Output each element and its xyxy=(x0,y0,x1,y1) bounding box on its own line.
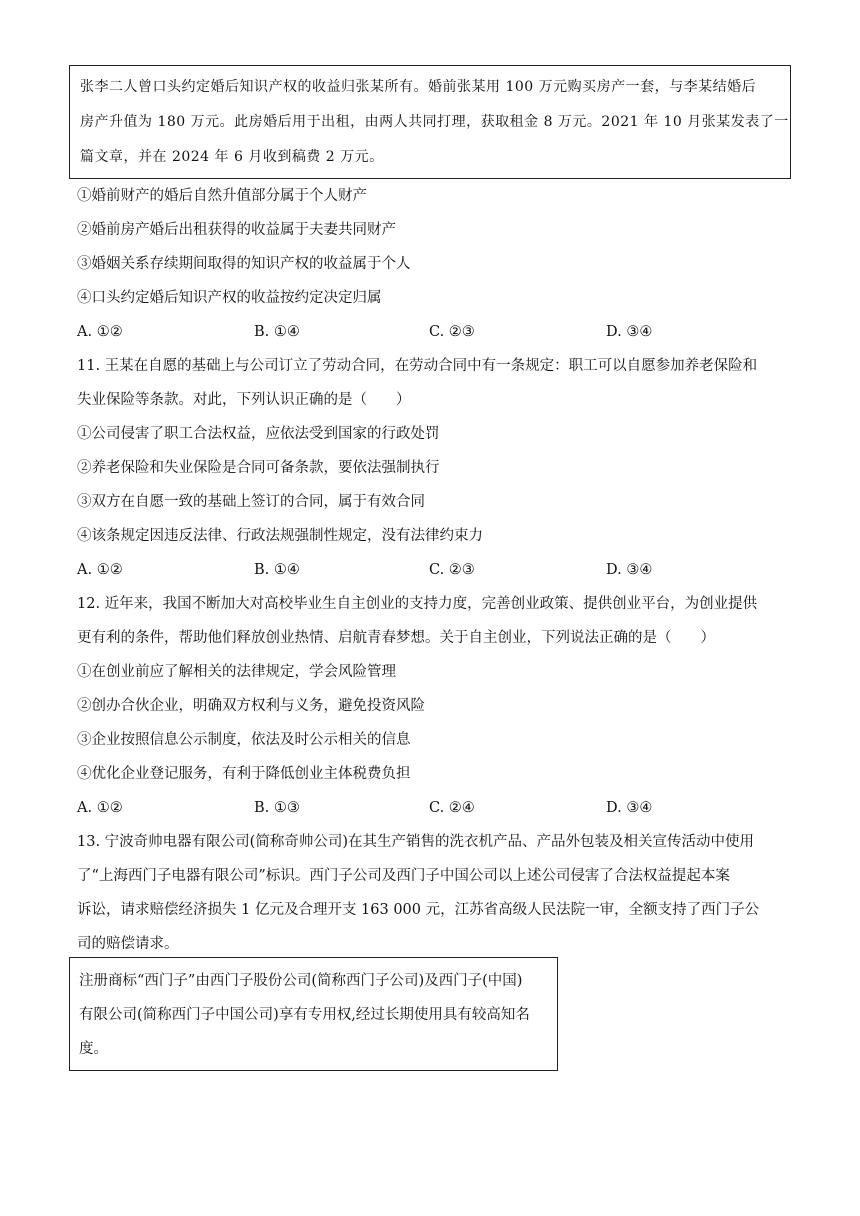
q12-option-c[interactable]: C. ②④ xyxy=(429,800,475,816)
q12-option-a[interactable]: A. ①② xyxy=(77,800,123,816)
q11-option-b[interactable]: B. ①④ xyxy=(254,562,300,578)
q12-stem-line-1: 12. 近年来，我国不断加大对高校毕业生自主创业的支持力度，完善创业政策、提供创业平台，为创业提供 xyxy=(77,596,758,612)
q11-statement-3: ③双方在自愿一致的基础上签订的合同，属于有效合同 xyxy=(77,494,425,510)
q13-stem-line-3: 诉讼，请求赔偿经济损失 1 亿元及合理开支 163 000 元，江苏省高级人民法院一审，全额支持了西门子公 xyxy=(77,902,760,918)
q13-stem-line-1: 13. 宁波奇帅电器有限公司(简称奇帅公司)在其生产销售的洗衣机产品、产品外包装及相关宣传活动中使用 xyxy=(77,834,754,850)
q12-statement-1: ①在创业前应了解相关的法律规定，学会风险管理 xyxy=(77,664,396,680)
q10-statement-1: ①婚前财产的婚后自然升值部分属于个人财产 xyxy=(77,188,367,204)
q11-statement-2: ②养老保险和失业保险是合同可备条款，要依法强制执行 xyxy=(77,460,440,476)
material-line: 张李二人曾口头约定婚后知识产权的收益归张某所有。婚前张某用 100 万元购买房产一套，与李某结婚后 xyxy=(80,79,757,95)
q12-stem-line-2: 更有利的条件，帮助他们释放创业热情、启航青春梦想。关于自主创业，下列说法正确的是（ ） xyxy=(77,630,715,646)
q13-stem-line-2: 了“上海西门子电器有限公司”标识。西门子公司及西门子中国公司以上述公司侵害了合法权益提起本案 xyxy=(77,868,730,884)
material-line: 篇文章，并在 2024 年 6 月收到稿费 2 万元。 xyxy=(80,149,384,165)
q11-statement-1: ①公司侵害了职工合法权益，应依法受到国家的行政处罚 xyxy=(77,426,440,442)
trademark-line: 度。 xyxy=(79,1041,108,1057)
q10-statement-4: ④口头约定婚后知识产权的收益按约定决定归属 xyxy=(77,290,382,306)
material-line: 房产升值为 180 万元。此房婚后用于出租，由两人共同打理，获取租金 8 万元。2021 年 10 月张某发表了一 xyxy=(80,114,789,130)
q12-option-d[interactable]: D. ③④ xyxy=(606,800,653,816)
q10-option-a[interactable]: A. ①② xyxy=(77,324,123,340)
q13-stem-line-4: 司的赔偿请求。 xyxy=(77,936,179,952)
q12-option-b[interactable]: B. ①③ xyxy=(254,800,300,816)
trademark-line: 有限公司(简称西门子中国公司)享有专用权,经过长期使用具有较高知名 xyxy=(79,1007,530,1023)
q12-statement-3: ③企业按照信息公示制度，依法及时公示相关的信息 xyxy=(77,732,411,748)
q10-statement-3: ③婚姻关系存续期间取得的知识产权的收益属于个人 xyxy=(77,256,411,272)
trademark-line: 注册商标“西门子”由西门子股份公司(简称西门子公司)及西门子(中国) xyxy=(79,973,523,989)
q10-option-c[interactable]: C. ②③ xyxy=(429,324,475,340)
q12-statement-4: ④优化企业登记服务，有利于降低创业主体税费负担 xyxy=(77,766,411,782)
q10-option-d[interactable]: D. ③④ xyxy=(606,324,653,340)
q11-stem-line-1: 11. 王某在自愿的基础上与公司订立了劳动合同，在劳动合同中有一条规定：职工可以自愿参加养老保险和 xyxy=(77,358,758,374)
q12-statement-2: ②创办合伙企业，明确双方权利与义务，避免投资风险 xyxy=(77,698,425,714)
trademark-material-box xyxy=(69,957,558,1071)
q11-option-c[interactable]: C. ②③ xyxy=(429,562,475,578)
q11-option-d[interactable]: D. ③④ xyxy=(606,562,653,578)
q10-option-b[interactable]: B. ①④ xyxy=(254,324,300,340)
q11-statement-4: ④该条规定因违反法律、行政法规强制性规定，没有法律约束力 xyxy=(77,528,483,544)
material-box xyxy=(69,65,791,179)
q11-option-a[interactable]: A. ①② xyxy=(77,562,123,578)
q11-stem-line-2: 失业保险等条款。对此，下列认识正确的是（ ） xyxy=(77,392,411,408)
q10-statement-2: ②婚前房产婚后出租获得的收益属于夫妻共同财产 xyxy=(77,222,396,238)
